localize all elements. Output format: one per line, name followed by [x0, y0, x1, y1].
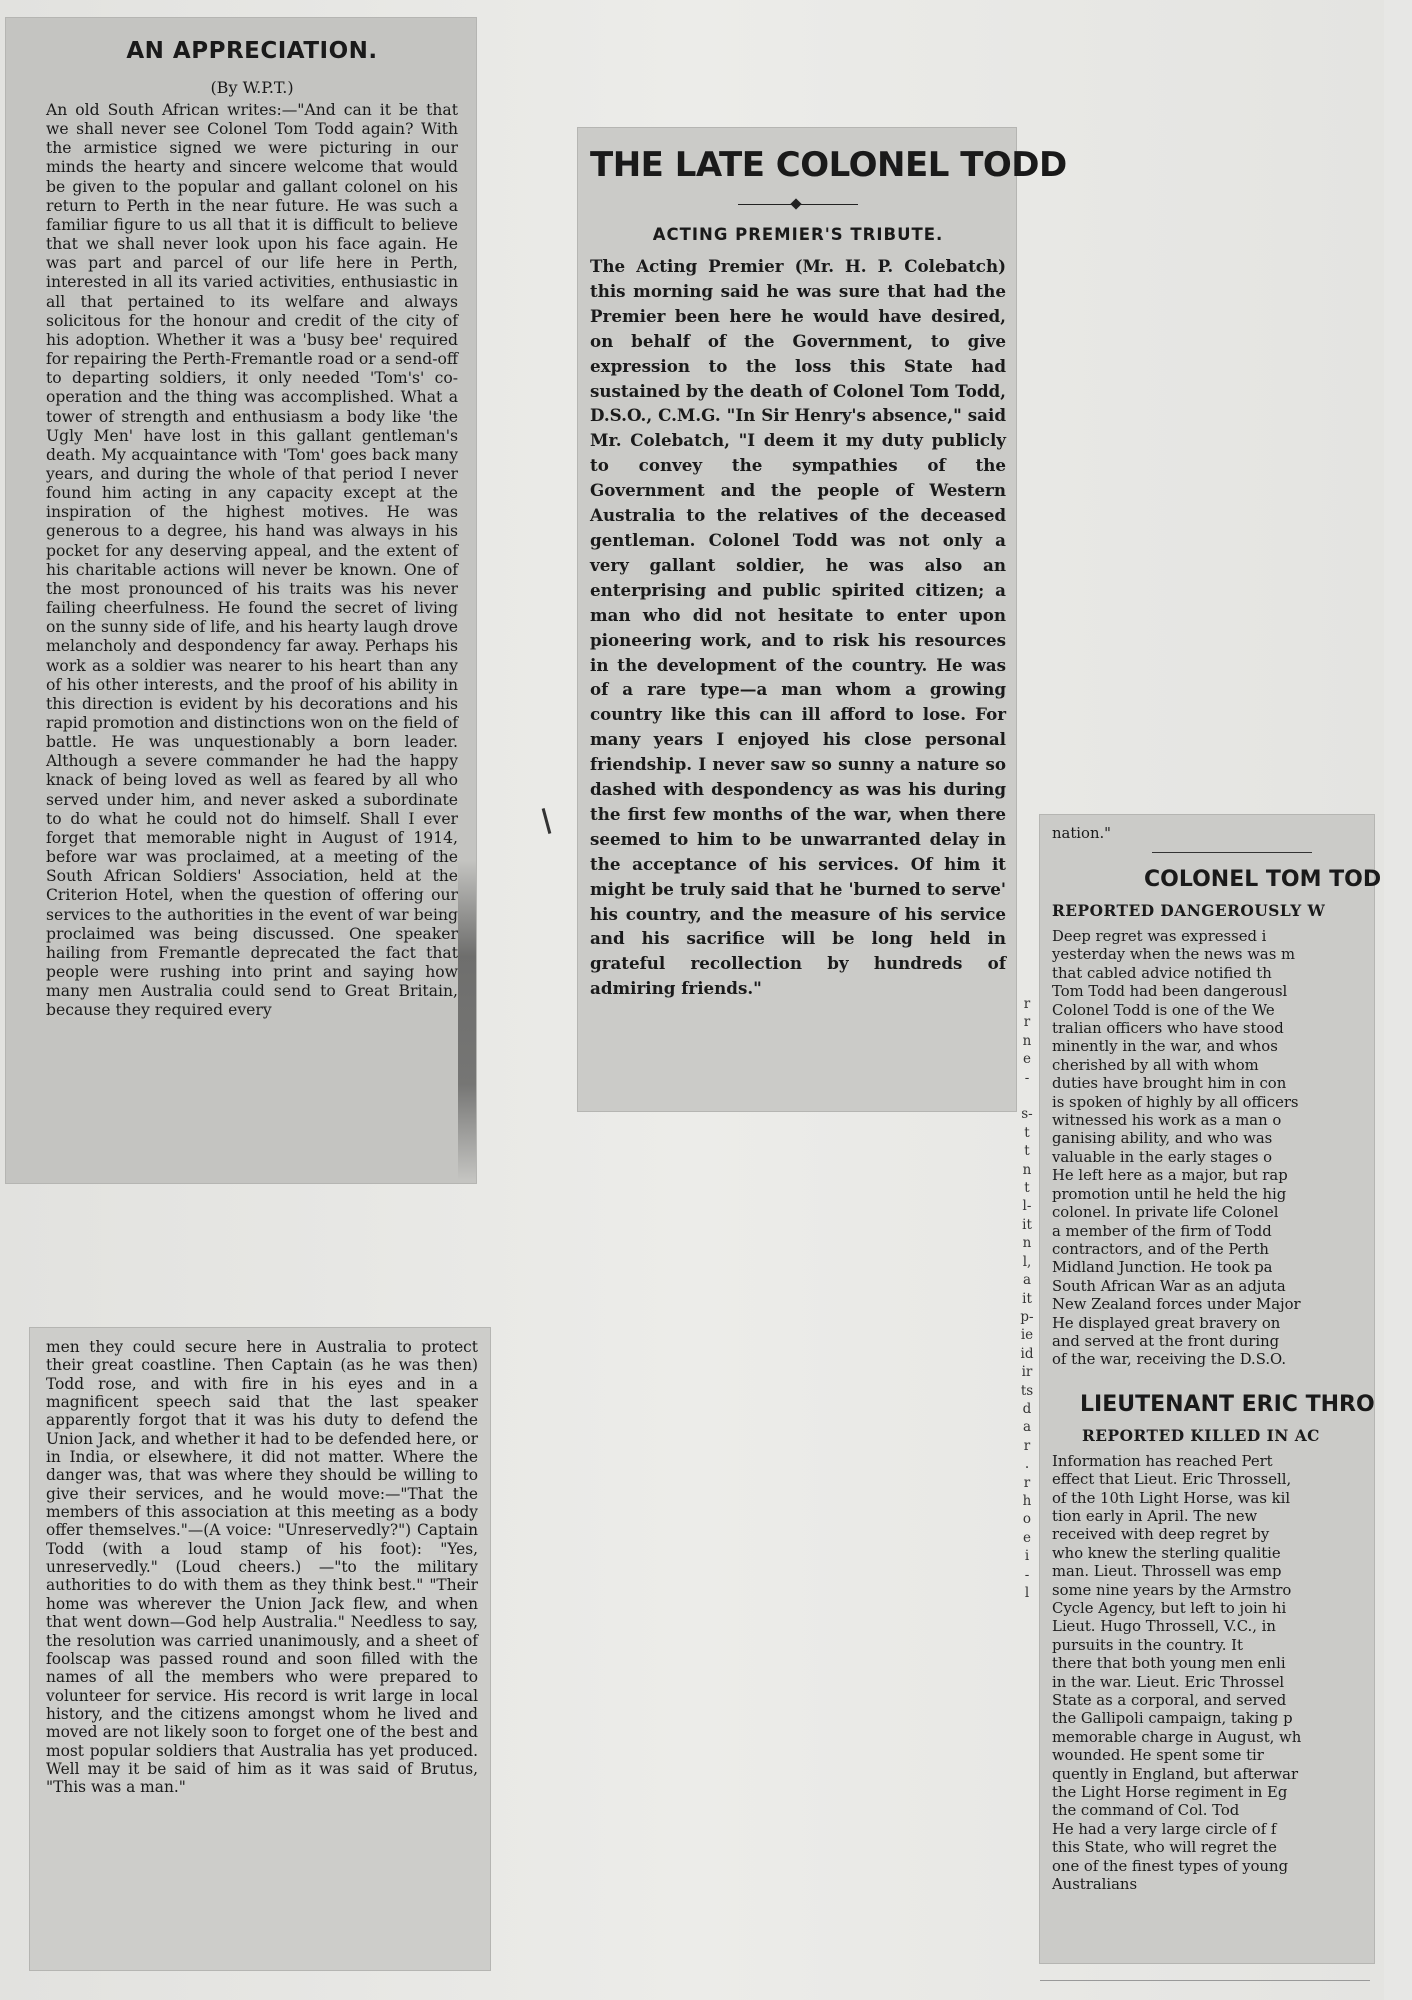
fragment-text: nation." [1052, 825, 1111, 842]
margin-column-fragment: r r n e - s- t t n t l- it n l, a it p- ie id ir ts d a r . r h o e i - l [1020, 996, 1034, 1601]
clipping-appreciation-continued [30, 1328, 490, 1970]
article-body: Information has reached Pert effect that Lieut. Eric Throssell, of the 10th Light Horse, was kil tion early in April. The new received with deep regret by who knew the sterling qualitie man. Lieut. Throssell was emp some nine years by the Armstro Cycle Agency, but left to join hi Lieut. Hugo Throssell, V.C., in pursuits in the country. It there that both young men enli in the war. Lieut. Eric Throssel State as a corporal, and served the Gallipoli campaign, taking p memorable charge in August, wh wounded. He spent some tir quently in England, but afterwar the Light Horse regiment in Eg the command of Col. Tod He had a very large circle of f this State, who will regret the one of the finest types of young Australians [1052, 1452, 1302, 1894]
clipping-colonel-tom-todd-report [1040, 815, 1382, 1963]
article-title: AN APPRECIATION. [126, 38, 378, 64]
article-headline: LIEUTENANT ERIC THRO [1080, 1391, 1375, 1417]
clipping-late-colonel-todd [578, 128, 1067, 1111]
article-title: THE LATE COLONEL TODD [590, 145, 1067, 185]
article-subheading: REPORTED DANGEROUSLY W [1052, 902, 1326, 920]
article-body: Deep regret was expressed i yesterday when the news was m that cabled advice notified th Tom Todd had been dangerousl Colonel Todd is one of the We tralian officers who have stood minently in the war, and whos cherished by all with whom duties have brought him in con is spoken of highly by all officers witnessed his work as a man o ganising ability, and who was valuable in the early stages o He left here as a major, but rap promotion until he held the hig colonel. In private life Colonel a member of the firm of Todd contractors, and of the Perth Midland Junction. He took pa South African War as an adjuta New Zealand forces under Major He displayed great bravery on and served at the front during of the war, receiving the D.S.O. [1052, 928, 1301, 1369]
page-edge-line [1040, 1980, 1370, 1981]
article-byline: (By W.P.T.) [210, 78, 294, 97]
divider-rule [1152, 852, 1312, 853]
article-headline: COLONEL TOM TOD [1144, 867, 1382, 892]
article-body: men they could secure here in Australia to protect their great coastline. Then Captain (as he was then) Todd rose, and with fire in his eyes and in a magnificent speech said that the last speaker apparently forgot that it was his duty to defend the Union Jack, and whether it had to be defended here, or in India, or elsewhere, it did not matter. Where the danger was, that was where they should be willing to give their services, and he would move:—"That the members of this association at this meeting as a body offer themselves."—(A voice: "Unreservedly?") Captain Todd (with a loud stamp of his foot): "Yes, unreservedly." (Loud cheers.) —"to the military authorities to do with them as they think best." "Their home was wherever the Union Jack flew, and when that went down—God help Australia." Needless to say, the resolution was carried unanimously, and a sheet of foolscap was passed round and soon filled with the names of all the members who were prepared to volunteer for service. His record is writ large in local history, and the citizens amongst whom he lived and moved are not likely soon to forget one of the best and most popular soldiers that Australia has yet produced. Well may it be said of him as it was said of Brutus, "This was a man." [46, 1338, 478, 1797]
ornamental-rule [738, 204, 858, 205]
article-body: An old South African writes:—"And can it be that we shall never see Colonel Tom Todd again? With the armistice signed we were picturing in our minds the hearty and sincere welcome that would be given to the popular and gallant colonel on his return to Perth in the near future. He was such a familiar figure to us all that it is difficult to believe that we shall never look upon his face again. He was part and parcel of our life here in Perth, interested in all its varied activities, enthusiastic in all that pertained to its welfare and always solicitous for the honour and credit of the city of his adoption. Whether it was a 'busy bee' required for repairing the Perth-Fremantle road or a send-off to departing soldiers, it only needed 'Tom's' co-operation and the thing was accomplished. What a tower of strength and enthusiasm a body like 'the Ugly Men' have lost in this gallant gentleman's death. My acquaintance with 'Tom' goes back many years, and during the whole of that period I never found him acting in any capacity except at the inspiration of the highest motives. He was generous to a degree, his hand was always in his pocket for any deserving appeal, and the extent of his charitable actions will never be known. One of the most pronounced of his traits was his never failing cheerfulness. He found the secret of living on the sunny side of life, and his hearty laugh drove melancholy and despondency far away. Perhaps his work as a soldier was nearer to his heart than any of his other interests, and the proof of his ability in this direction is evident by his decorations and his rapid promotion and distinctions won on the field of battle. He was unquestionably a born leader. Although a severe commander he had the happy knack of being loved as well as feared by all who served under him, and never asked a subordinate to do what he could not do himself. Shall I ever forget that memorable night in August of 1914, before war was proclaimed, at a meeting of the South African Soldiers' Association, held at the Criterion Hotel, when the question of offering our services to the authorities in the event of war being proclaimed was being discussed. One speaker hailing from Fremantle deprecated the fact that people were rushing into print and saying how many men Australia could send to Great Britain, because they required every [46, 101, 458, 1020]
article-subtitle: ACTING PREMIER'S TRIBUTE. [652, 225, 944, 244]
ink-smudge [458, 860, 476, 1180]
article-subheading: REPORTED KILLED IN AC [1082, 1426, 1320, 1445]
article-body: The Acting Premier (Mr. H. P. Colebatch) this morning said he was sure that had the Premier been here he would have desired, on behalf of the Government, to give expression to the loss this State had sustained by the death of Colonel Tom Todd, D.S.O., C.M.G. "In Sir Henry's absence," said Mr. Colebatch, "I deem it my duty publicly to convey the sympathies of the Government and the people of Western Australia to the relatives of the deceased gentleman. Colonel Todd was not only a very gallant soldier, he was also an enterprising and public spirited citizen; a man who did not hesitate to enter upon pioneering work, and to risk his resources in the development of the country. He was of a rare type—a man whom a growing country like this can ill afford to lose. For many years I enjoyed his close personal friendship. I never saw so sunny a nature so dashed with despondency as was his during the first few months of the war, when there seemed to him to be unwarranted delay in the acceptance of his services. Of him it might be truly said that he 'burned to serve' his country, and the measure of his service and his sacrifice will be long held in grateful recollection by hundreds of admiring friends." [590, 256, 1006, 999]
clipping-appreciation [6, 18, 476, 1183]
pencil-mark [542, 808, 552, 834]
